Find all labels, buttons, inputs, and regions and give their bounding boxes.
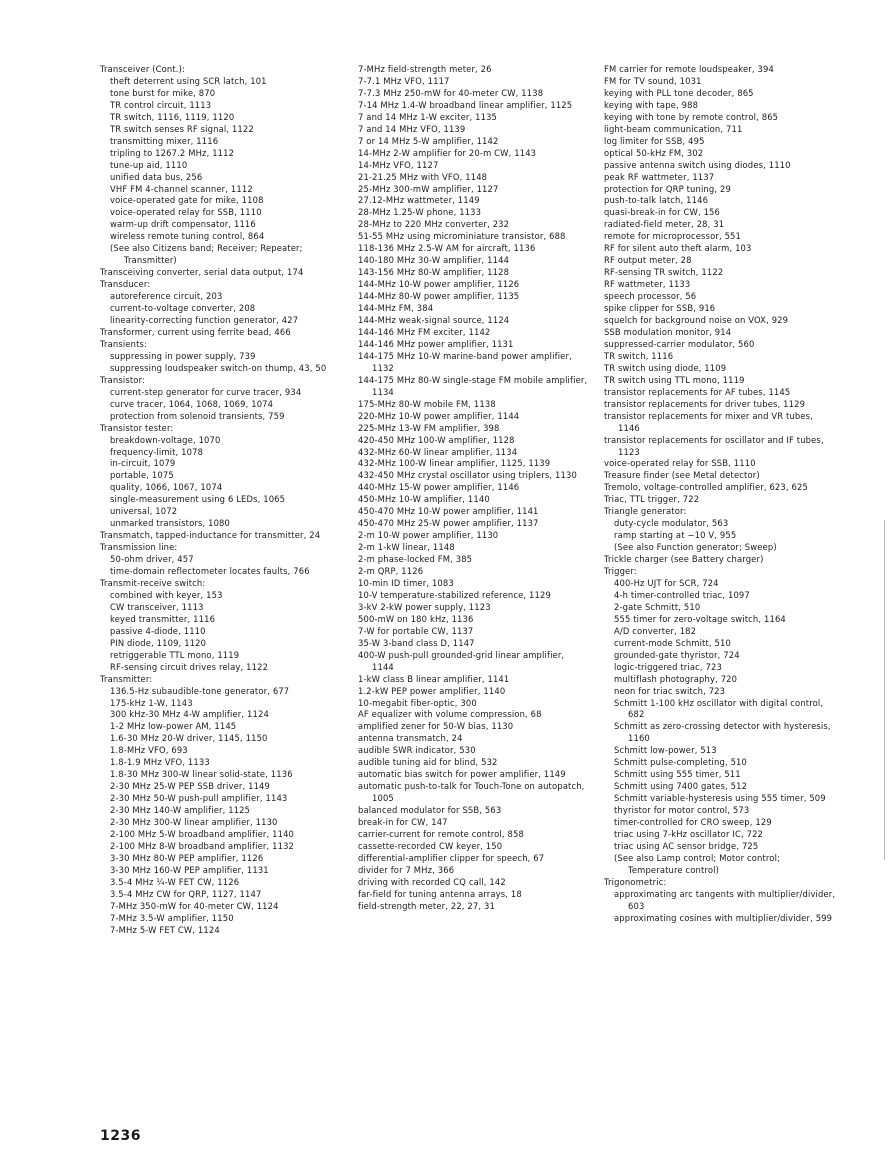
index-entry: 143-156 MHz 80-W amplifier, 1128 <box>358 267 510 278</box>
index-entry: Transmitter: <box>100 673 153 684</box>
index-entry: Triac, TTL trigger, 722 <box>604 494 700 505</box>
index-entry: driving with recorded CQ call, 142 <box>358 876 506 887</box>
index-entry: Transistor: <box>100 374 145 385</box>
index-subentry: PIN diode, 1109, 1120 <box>110 637 207 648</box>
index-subentry: in-circuit, 1079 <box>110 458 176 469</box>
index-entry: RF-sensing TR switch, 1122 <box>604 267 724 278</box>
index-subentry: Schmitt variable-hysteresis using 555 timer, 509 <box>614 793 826 804</box>
margin-rule <box>884 520 885 860</box>
index-subentry: unmarked transistors, 1080 <box>110 518 231 529</box>
index-entry: 14-MHz 2-W amplifier for 20-m CW, 1143 <box>358 147 537 158</box>
index-entry: 51-55 MHz using microminiature transistor, 688 <box>358 231 566 242</box>
index-entry: Transistor tester: <box>100 422 174 433</box>
index-entry: 2-m QRP, 1126 <box>358 566 424 577</box>
index-subentry: 7-MHz 5-W FET CW, 1124 <box>110 924 220 935</box>
index-entry: 2-m phase-locked FM, 385 <box>358 554 473 565</box>
index-subentry: triac using AC sensor bridge, 725 <box>614 840 759 851</box>
index-subentry: Schmitt using 555 timer, 511 <box>614 769 741 780</box>
index-subentry: frequency-limit, 1078 <box>110 446 204 457</box>
index-entry: 432-MHz 60-W linear amplifier, 1134 <box>358 446 518 457</box>
index-subentry: 2-gate Schmitt, 510 <box>614 601 701 612</box>
index-entry: 144-MHz weak-signal source, 1124 <box>358 315 510 326</box>
index-subentry: wireless remote tuning control, 864 <box>110 231 265 242</box>
index-entry: Transformer, current using ferrite bead, 466 <box>100 326 291 337</box>
index-subentry: current-to-voltage converter, 208 <box>110 303 256 314</box>
index-entry: automatic bias switch for power amplifier, 1149 <box>358 769 566 780</box>
index-entry: 432-MHz 100-W linear amplifier, 1125, 1139 <box>358 458 551 469</box>
index-entry: 450-470 MHz 25-W power amplifier, 1137 <box>358 518 539 529</box>
index-entry: Transmatch, tapped-inductance for transmitter, 24 <box>100 530 321 541</box>
index-subentry: 2-30 MHz 25-W PEP SSB driver, 1149 <box>110 781 271 792</box>
index-entry: 500-mW on 180 kHz, 1136 <box>358 613 474 624</box>
index-entry: transistor replacements for oscillator and IF tubes, 1123 <box>604 434 824 457</box>
index-entry: optical 50-kHz FM, 302 <box>604 147 704 158</box>
index-entry: TR switch, 1116 <box>604 350 674 361</box>
index-entry: 175-MHz 80-W mobile FM, 1138 <box>358 398 496 409</box>
index-entry: log limiter for SSB, 495 <box>604 135 705 146</box>
index-subentry: 2-100 MHz 8-W broadband amplifier, 1132 <box>110 840 295 851</box>
index-entry: push-to-talk latch, 1146 <box>604 195 709 206</box>
index-subentry: Schmitt low-power, 513 <box>614 745 717 756</box>
index-entry: 225-MHz 13-W FM amplifier, 398 <box>358 422 500 433</box>
index-entry: 25-MHz 300-mW amplifier, 1127 <box>358 183 499 194</box>
index-subentry: RF-sensing circuit drives relay, 1122 <box>110 661 269 672</box>
index-subentry: neon for triac switch, 723 <box>614 685 726 696</box>
index-entry: remote for microprocessor, 551 <box>604 231 742 242</box>
index-subentry: timer-controlled for CRO sweep, 129 <box>614 817 772 828</box>
index-entry: peak RF wattmeter, 1137 <box>604 171 715 182</box>
index-subentry: TR control circuit, 1113 <box>110 99 212 110</box>
index-entry: 28-MHz 1.25-W phone, 1133 <box>358 207 482 218</box>
index-entry: 35-W 3-band class D, 1147 <box>358 637 475 648</box>
index-entry: 144-146 MHz power amplifier, 1131 <box>358 338 514 349</box>
index-entry: 7-MHz field-strength meter, 26 <box>358 64 492 74</box>
index-entry: quasi-break-in for CW, 156 <box>604 207 721 218</box>
index-subentry: 4-h timer-controlled triac, 1097 <box>614 589 750 600</box>
index-subentry: CW transceiver, 1113 <box>110 601 204 612</box>
index-subentry: approximating cosines with multiplier/divider, 599 <box>614 912 833 923</box>
index-entry: 144-MHz 80-W power amplifier, 1135 <box>358 291 520 302</box>
index-entry: Trigonometric: <box>604 876 667 887</box>
index-subentry: 7-MHz 350-mW for 40-meter CW, 1124 <box>110 900 279 911</box>
index-subentry: voice-operated gate for mike, 1108 <box>110 195 264 206</box>
index-subentry: breakdown-voltage, 1070 <box>110 434 221 445</box>
index-entry: Transmission line: <box>100 542 178 553</box>
index-entry: voice-operated relay for SSB, 1110 <box>604 458 756 469</box>
index-entry: divider for 7 MHz, 366 <box>358 864 455 875</box>
index-entry: Treasure finder (see Metal detector) <box>604 470 760 481</box>
index-subentry: 2-30 MHz 300-W linear amplifier, 1130 <box>110 817 278 828</box>
index-subentry: tune-up aid, 1110 <box>110 159 188 170</box>
index-subentry: autoreference circuit, 203 <box>110 291 223 302</box>
index-subentry: linearity-correcting function generator, 427 <box>110 315 299 326</box>
index-entry: 28-MHz to 220 MHz converter, 232 <box>358 219 510 230</box>
index-entry: audible tuning aid for blind, 532 <box>358 757 498 768</box>
index-subentry: 175-kHz 1-W, 1143 <box>110 697 193 708</box>
index-entry: 140-180 MHz 30-W amplifier, 1144 <box>358 255 510 266</box>
index-subentry: single-measurement using 6 LEDs, 1065 <box>110 494 286 505</box>
index-subentry: unified data bus, 256 <box>110 171 203 182</box>
index-subentry: 1.8-MHz VFO, 693 <box>110 745 188 756</box>
index-entry: 2-m 10-W power amplifier, 1130 <box>358 530 499 541</box>
index-entry: 450-470 MHz 10-W power amplifier, 1141 <box>358 506 539 517</box>
index-entry: 3-kV 2-kW power supply, 1123 <box>358 601 491 612</box>
index-subentry: multiflash photography, 720 <box>614 673 738 684</box>
index-entry: 14-MHz VFO, 1127 <box>358 159 439 170</box>
index-entry: squelch for background noise on VOX, 929 <box>604 315 789 326</box>
index-entry: radiated-field meter, 28, 31 <box>604 219 725 230</box>
index-entry: 7 or 14 MHz 5-W amplifier, 1142 <box>358 135 499 146</box>
index-entry: differential-amplifier clipper for speech, 67 <box>358 852 545 863</box>
index-subentry: approximating arc tangents with multiplier/divider, 603 <box>614 888 836 911</box>
index-entry: far-field for tuning antenna arrays, 18 <box>358 888 522 899</box>
index-entry: 432-450 MHz crystal oscillator using triplers, 1130 <box>358 470 577 481</box>
index-entry: suppressed-carrier modulator, 560 <box>604 338 755 349</box>
index-entry: protection for QRP tuning, 29 <box>604 183 731 194</box>
index-entry: FM for TV sound, 1031 <box>604 75 702 86</box>
index-entry: 7 and 14 MHz VFO, 1139 <box>358 123 466 134</box>
index-entry: RF for silent auto theft alarm, 103 <box>604 243 752 254</box>
index-entry: 400-W push-pull grounded-grid linear amplifier, 1144 <box>358 649 565 672</box>
index-entry: Transceiver (Cont.): <box>100 64 186 74</box>
index-subentry: combined with keyer, 153 <box>110 589 223 600</box>
index-subentry: 2-30 MHz 140-W amplifier, 1125 <box>110 805 251 816</box>
index-subentry: tone burst for mike, 870 <box>110 87 216 98</box>
index-entry: 7-7.3 MHz 250-mW for 40-meter CW, 1138 <box>358 87 544 98</box>
index-subentry: suppressing loudspeaker switch-on thump, 43, 50 <box>110 362 327 373</box>
index-entry: transistor replacements for driver tubes, 1129 <box>604 398 806 409</box>
index-entry: 220-MHz 10-W power amplifier, 1144 <box>358 410 520 421</box>
index-entry: 27.12-MHz wattmeter, 1149 <box>358 195 480 206</box>
index-subentry: triac using 7-kHz oscillator IC, 722 <box>614 829 764 839</box>
index-subentry: 1-2 MHz low-power AM, 1145 <box>110 721 237 732</box>
index-entry: 144-146 MHz FM exciter, 1142 <box>358 326 491 337</box>
index-entry: FM carrier for remote loudspeaker, 394 <box>604 64 774 74</box>
index-subentry: A/D converter, 182 <box>614 625 697 636</box>
index-subentry: quality, 1066, 1067, 1074 <box>110 482 223 493</box>
index-subentry: protection from solenoid transients, 759 <box>110 410 285 421</box>
index-entry: RF output meter, 28 <box>604 255 692 266</box>
index-entry: TR switch using diode, 1109 <box>604 362 727 373</box>
index-subentry: (See also Function generator; Sweep) <box>614 542 777 553</box>
index-subentry: grounded-gate thyristor, 724 <box>614 649 740 660</box>
index-subentry: tripling to 1267.2 MHz, 1112 <box>110 147 235 158</box>
index-entry: 10-V temperature-stabilized reference, 1129 <box>358 589 551 600</box>
index-subentry: thyristor for motor control, 573 <box>614 805 750 816</box>
index-subentry: universal, 1072 <box>110 506 178 517</box>
index-subentry: ramp starting at −10 V, 955 <box>614 530 737 541</box>
index-entry: Trickle charger (see Battery charger) <box>604 554 764 565</box>
index-entry: Triangle generator: <box>604 506 687 517</box>
index-entry: 144-MHz 10-W power amplifier, 1126 <box>358 279 520 290</box>
index-subentry: current-step generator for curve tracer, 934 <box>110 386 302 397</box>
index-subentry: duty-cycle modulator, 563 <box>614 518 729 529</box>
index-entry: Transducer: <box>100 279 151 290</box>
index-entry: 7-W for portable CW, 1137 <box>358 625 474 636</box>
page-number: 1236 <box>100 1128 141 1144</box>
index-subentry: 555 timer for zero-voltage switch, 1164 <box>614 613 786 624</box>
index-subentry: 3-30 MHz 160-W PEP amplifier, 1131 <box>110 864 269 875</box>
index-entry: 10-min ID timer, 1083 <box>358 577 454 588</box>
index-entry: transistor replacements for mixer and VR tubes, 1146 <box>604 410 813 433</box>
index-entry: Transmit-receive switch: <box>100 577 206 588</box>
index-entry: spike clipper for SSB, 916 <box>604 303 716 314</box>
index-subentry: curve tracer, 1064, 1068, 1069, 1074 <box>110 398 274 409</box>
index-entry: 7 and 14 MHz 1-W exciter, 1135 <box>358 111 498 122</box>
index-entry: 7-14 MHz 1.4-W broadband linear amplifier, 1125 <box>358 99 573 110</box>
index-entry: 2-m 1-kW linear, 1148 <box>358 542 455 553</box>
index-entry: Transients: <box>100 338 148 349</box>
index-entry: 440-MHz 15-W power amplifier, 1146 <box>358 482 520 493</box>
index-entry: carrier-current for remote control, 858 <box>358 829 524 839</box>
index-entry: 1-kW class B linear amplifier, 1141 <box>358 673 510 684</box>
index-subentry: portable, 1075 <box>110 470 174 481</box>
index-entry: Trigger: <box>604 566 637 577</box>
index-entry: audible SWR indicator, 530 <box>358 745 476 756</box>
index-column-3 <box>604 64 836 925</box>
index-entry: 118-136 MHz 2.5-W AM for aircraft, 1136 <box>358 243 536 254</box>
index-entry: transistor replacements for AF tubes, 1145 <box>604 386 791 397</box>
index-subentry: 3.5-4 MHz ¼-W FET CW, 1126 <box>110 876 240 887</box>
index-entry: 450-MHz 10-W amplifier, 1140 <box>358 494 490 505</box>
index-column-2 <box>358 64 588 913</box>
index-entry: Tremolo, voltage-controlled amplifier, 623, 625 <box>604 482 808 493</box>
index-subentry: 300 kHz-30 MHz 4-W amplifier, 1124 <box>110 709 269 720</box>
index-entry: light-beam communication, 711 <box>604 123 743 134</box>
index-entry: 10-megabit fiber-optic, 300 <box>358 697 477 708</box>
index-subentry: VHF FM 4-channel scanner, 1112 <box>110 183 253 194</box>
index-subentry: 1.6-30 MHz 20-W driver, 1145, 1150 <box>110 733 268 744</box>
index-entry: RF wattmeter, 1133 <box>604 279 691 290</box>
index-subentry: 2-30 MHz 50-W push-pull amplifier, 1143 <box>110 793 288 804</box>
index-subentry: 7-MHz 3.5-W amplifier, 1150 <box>110 912 234 923</box>
index-entry: balanced modulator for SSB, 563 <box>358 805 502 816</box>
index-subentry: logic-triggered triac, 723 <box>614 661 722 672</box>
index-entry: speech processor, 56 <box>604 291 697 302</box>
index-subentry: suppressing in power supply, 739 <box>110 350 256 361</box>
index-subentry: Schmitt 1-100 kHz oscillator with digital control, 682 <box>614 697 824 720</box>
index-subentry: theft deterrent using SCR latch, 101 <box>110 75 267 86</box>
index-entry: 7-7.1 MHz VFO, 1117 <box>358 75 450 86</box>
index-entry: cassette-recorded CW keyer, 150 <box>358 840 503 851</box>
index-entry: automatic push-to-talk for Touch-Tone on autopatch, 1005 <box>358 781 585 804</box>
index-subentry: retriggerable TTL mono, 1119 <box>110 649 240 660</box>
index-subentry: (See also Citizens band; Receiver; Repeater; Transmitter) <box>110 243 303 266</box>
index-entry: keying with tone by remote control, 865 <box>604 111 779 122</box>
index-entry: 144-175 MHz 80-W single-stage FM mobile amplifier, 1134 <box>358 374 588 397</box>
index-subentry: Schmitt pulse-completing, 510 <box>614 757 748 768</box>
index-entry: keying with PLL tone decoder, 865 <box>604 87 754 98</box>
index-entry: 144-MHz FM, 384 <box>358 303 434 314</box>
index-subentry: transmitting mixer, 1116 <box>110 135 219 146</box>
index-subentry: 1.8-30 MHz 300-W linear solid-state, 1136 <box>110 769 293 780</box>
index-subentry: passive 4-diode, 1110 <box>110 625 206 636</box>
index-entry: SSB modulation monitor, 914 <box>604 326 732 337</box>
index-subentry: TR switch, 1116, 1119, 1120 <box>110 111 235 122</box>
index-subentry: 50-ohm driver, 457 <box>110 554 194 565</box>
index-entry: break-in for CW, 147 <box>358 817 448 828</box>
index-entry: TR switch using TTL mono, 1119 <box>604 374 745 385</box>
index-subentry: 136.5-Hz subaudible-tone generator, 677 <box>110 685 290 696</box>
index-subentry: TR switch senses RF signal, 1122 <box>110 123 254 134</box>
index-subentry: 3-30 MHz 80-W PEP amplifier, 1126 <box>110 852 264 863</box>
index-subentry: Schmitt as zero-crossing detector with hysteresis, 1160 <box>614 721 831 744</box>
index-subentry: voice-operated relay for SSB, 1110 <box>110 207 262 218</box>
index-column-1 <box>100 64 340 937</box>
index-entry: 420-450 MHz 100-W amplifier, 1128 <box>358 434 515 445</box>
index-entry: 1.2-kW PEP power amplifier, 1140 <box>358 685 506 696</box>
index-entry: 144-175 MHz 10-W marine-band power amplifier, 1132 <box>358 350 572 373</box>
index-subentry: 1.8-1.9 MHz VFO, 1133 <box>110 757 210 768</box>
index-subentry: warm-up drift compensator, 1116 <box>110 219 256 230</box>
index-subentry: (See also Lamp control; Motor control; Temperature control) <box>614 852 781 875</box>
index-entry: amplified zener for 50-W bias, 1130 <box>358 721 514 732</box>
index-subentry: current-mode Schmitt, 510 <box>614 637 731 648</box>
index-subentry: 2-100 MHz 5-W broadband amplifier, 1140 <box>110 829 295 839</box>
index-subentry: time-domain reflectometer locates faults, 766 <box>110 566 310 577</box>
index-entry: 21-21.25 MHz with VFO, 1148 <box>358 171 488 182</box>
index-entry: field-strength meter, 22, 27, 31 <box>358 900 495 911</box>
index-entry: AF equalizer with volume compression, 68 <box>358 709 542 720</box>
index-entry: Transceiving converter, serial data output, 174 <box>100 267 304 278</box>
index-subentry: 3.5-4 MHz CW for QRP, 1127, 1147 <box>110 888 262 899</box>
index-entry: passive antenna switch using diodes, 1110 <box>604 159 791 170</box>
index-entry: antenna transmatch, 24 <box>358 733 463 744</box>
index-subentry: Schmitt using 7400 gates, 512 <box>614 781 748 792</box>
index-subentry: 400-Hz UJT for SCR, 724 <box>614 577 719 588</box>
index-subentry: keyed transmitter, 1116 <box>110 613 216 624</box>
index-entry: keying with tape, 988 <box>604 99 699 110</box>
